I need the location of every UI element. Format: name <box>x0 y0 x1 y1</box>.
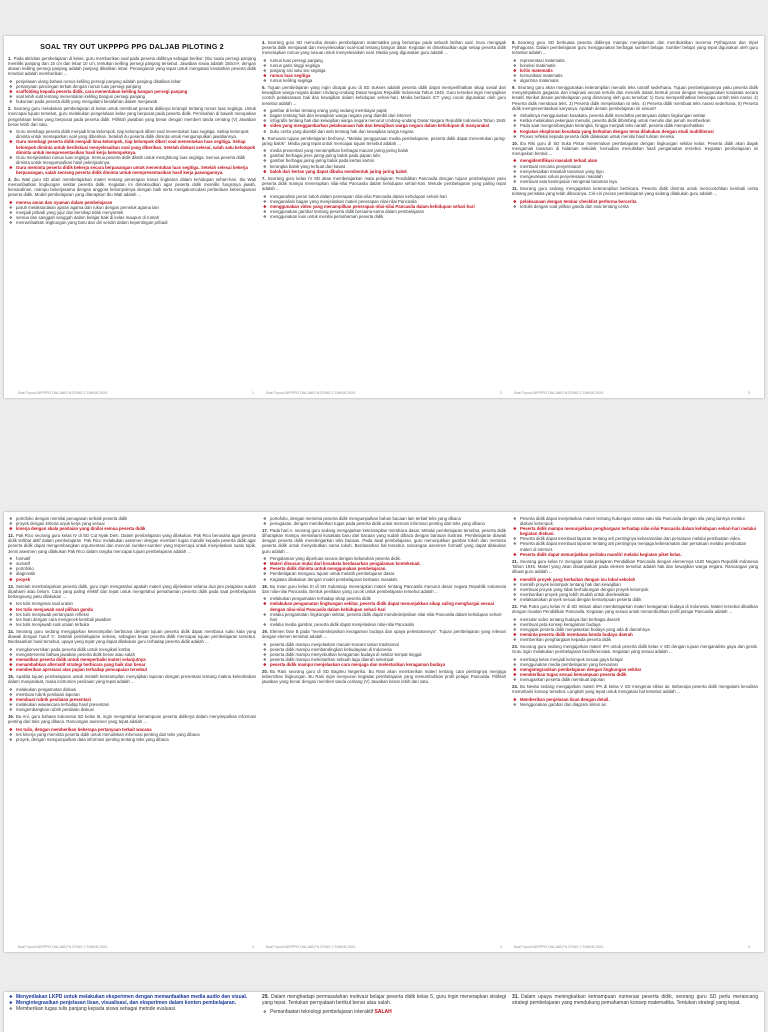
question-text <box>512 85 758 110</box>
page2-column-3 <box>512 516 758 938</box>
answer-option: ❖ tertulis dengan soal pilihan ganda dan esai tentang cerita <box>512 204 758 209</box>
verdict-label: SALAH <box>374 1008 392 1015</box>
answer-option-correct: ❖ Peserta didik dapat menunjukkan perilaku mandiri melalui kegiatan piket kelas. <box>512 552 758 557</box>
question-body: Bu Nevita sedang mengajarkan materi IPA di kelas V SD mengenai siklus air. Beberapa peserta didik mengalami kesulitan memahami konsep tersebut. Langkah yang tepat untuk mengatasi hal tersebut adalah ... <box>512 684 758 695</box>
question-number: 3. <box>8 177 12 183</box>
page-footer <box>12 391 756 395</box>
answer-option-correct: ❖ menggunakan video yang menampilkan penerapan nilai-nilai Pancasila dalam kehidupan sehari-hari <box>262 204 506 209</box>
question-number: 19. <box>262 628 268 634</box>
answer-option: ❖ memutar video tentang budaya dari berbagai daerah <box>512 617 758 622</box>
question-text <box>262 584 506 594</box>
document-page-1 <box>4 36 764 398</box>
answer-option: ❖ Guru menjelaskan rumus luas segitiga. Semua peserta didik dilatih untuk menghitung luas segitiga. Semua peserta didik diminta untuk mengumpulkan hasil pekerjaannya. <box>8 155 256 165</box>
answer-option: ❖ proyek, dengan mengumpulkan data informasi penting tentang teks yang dibaca <box>8 737 256 742</box>
answer-option: ❖ tes tulis menjawab soal uraian terbuka <box>8 622 256 627</box>
page2-column-2 <box>262 516 506 938</box>
page1-column-3 <box>512 40 758 384</box>
page-number: 3 <box>748 391 750 395</box>
answer-option: ❖ Pada saat mengembangkan kerangka, hingga menjadi teks naratif, peserta didik memperhatikan <box>512 123 758 128</box>
answer-option: ❖ representasi matematis <box>512 58 758 63</box>
answer-option-correct: ❖ memilih proyek yang berkaitan dengan isu lokal sekolah <box>512 577 758 582</box>
question-spacer <box>512 209 758 211</box>
answer-option: ❖ tes tulis menjawab pertanyaan refleksi <box>8 612 256 617</box>
answer-option: ❖ menggunakan kuis untuk menilai pemahaman peserta didik <box>262 214 506 219</box>
answer-option: ❖ infografis tentang hak dan kewajiban warga negara menurut Undang-undang Dasar Negara Republik Indonesia Tahun 1945 <box>262 118 506 123</box>
answer-option: ❖ mengkonversikan pada peserta didik untuk mengikuti lomba <box>8 647 256 652</box>
answer-option: ❖ mengembangkan rubrik penilaian diskusi <box>8 707 256 712</box>
question-spacer <box>262 687 506 689</box>
answer-option-correct: ❖ balok dari kertas yang dapat dibuka membentuk jaring-jaring balok <box>262 169 506 174</box>
footer-text: Soal Tryout UKPPPG DALJAB PILOTING 2 TAHUN 2024 <box>266 945 356 949</box>
answer-option: ❖ tes lisan dengan cara mengecek kembali jawaban <box>8 617 256 622</box>
question-number: 16. <box>8 714 14 720</box>
answer-option: ❖ memanfaatkan lingkungan yang baru dari diri sendiri dalam kepentingan pribadi <box>8 220 256 225</box>
answer-option-correct: ❖ Materi disusun mulai dari kosakata berdasarkan pengalaman kontekstual. <box>262 561 506 566</box>
question-body: Ibu Wati guru SD akan membelajarkan materi tentang penerapan kasus lingkaran dalam kehidupan sehari-hari. Ibu Wati memanfaatkan lingkungan sekitar peserta didik. Kegiatan ini dimaksudkan agar peserta didik memiliki fungsinya jawab, kemandirian, mampu bekerjasama dengan anggota kelompoknya dengan baik serta mengakomodasi perbedaan keberagaman peserta didik. Model pembelajaran yang diterapkan Ibu Wati adalah ... <box>8 177 256 198</box>
answer-option: ❖ Pembelajaran mengacu tujuan untuk melatih pembelajaran dasar. <box>262 571 506 576</box>
question-number: 11. <box>512 185 518 191</box>
answer-option: ❖ mengevaluasi solusi penyelesaian masalah <box>512 174 758 179</box>
question-number: 21. <box>512 558 518 564</box>
answer-option-correct: ❖ menambahkan alternatif strategi berbicara yang baik dan benar <box>8 662 256 667</box>
question-spacer <box>262 219 506 221</box>
page-number: 1 <box>252 945 254 949</box>
answer-option: ❖ Pengalaman yang diperluas secara dengan kebutuhan peserta didik. <box>262 556 506 561</box>
answer-option: ❖ melakukan pengamatan diskusi <box>8 687 256 692</box>
question-text <box>262 40 506 55</box>
answer-option: ❖ menganalisis peran tokoh dalam penerapan nilai-nilai Pancasila dalam kehidupan sehari-hari <box>262 194 506 199</box>
answer-option: ❖ media presentasi yang menampilkan berbagai macam jaring-jaring balok <box>262 148 506 153</box>
question-number: 22. <box>512 604 518 609</box>
question-body: Seorang guru kelas IV mengajar mata pelajaran Pendidikan Pancasila dengan elemennya UUD Negara Republik Indonesia Tahun 1945. Materi yang akan disampaikan pada elemen tersebut adalah hak dan kewajiban warga negara. Rancangan yang dibuat guru adalah ... <box>512 558 758 574</box>
answer-option: ❖ Peserta didik dapat membuat laporan tentang arti pentingnya keberamalan dan persatuan melalui pembuatan video. <box>512 536 758 541</box>
answer-option: ❖ memberikan penghargaan kepada peserta didik <box>512 637 758 642</box>
answer-option: ❖ menggunakan media pembelajaran yang bervariasi <box>512 662 758 667</box>
question-number: 5. <box>262 85 266 91</box>
question-number: 20. <box>262 669 268 675</box>
answer-option: ❖ peserta didik mampu menyebutkan keragaman budaya di sekitar tempat tinggal <box>262 652 506 657</box>
question-body: Ibu Riki guru di SD Suka Pintar menemukan pembelajaran dengan lingkungan sekitar kelas. Peserta didik akan diajak mengamati tanaman di halaman sekolah, kemudian menuliskan hasil pengamatan tersebut. Kegiatan pembelajaran ini merupakan bentuk ... <box>512 140 758 156</box>
answer-option: ❖ membuat satu kesimpulan mengenai tanaman layu <box>512 179 758 184</box>
answer-option: ❖ menjadi pribadi yang jujur dan bersikap tidak menyontek <box>8 210 256 215</box>
answer-option: ❖ kerangka balok yang terbuat dari kawat <box>262 164 506 169</box>
question-body: Elemen fase B pada "mendeskripsikan keragaman budaya dan upaya pelestariannya". Tujuan pembelajaran yang relevan dengan elemen tersebut adalah ... <box>262 628 506 639</box>
answer-option-correct: ❖ memberikan apresiasi atas pujian terhadap pencapaian tersebut <box>8 667 256 672</box>
question-body: Seorang guru melakukan pembelajaran di kelas untuk membuat peserta didiknya terampil tentang rumus luas segitiga. Untuk mencapai tujuan tersebut, guru melakukan pengelolaan kelas yang berpusat pada peserta didik. Pemisahan di bawah merupakan pengelolaan kelas yang berpusat pada peserta didik. Pilihlah jawaban yang benar dengan memberi tanda centang (V) Jawaban benar lebih dari satu. <box>8 106 256 127</box>
question-text <box>8 674 256 684</box>
question-text <box>8 629 256 644</box>
answer-option: ❖ mengajak peserta didik menjelaskan budaya yang ada di daerahnya <box>512 627 758 632</box>
question-number: 12. <box>8 533 14 539</box>
answer-option-correct: ❖ meresa aman dan nyaman dalam pembelajaran <box>8 200 256 205</box>
question-text <box>8 533 256 553</box>
question-number: 17. <box>262 528 268 534</box>
page3-column-3 <box>512 994 758 1032</box>
answer-option: ❖ gambar berbagai jaring-jaring balok pada kertas karton <box>262 158 506 163</box>
answer-option: ❖ hukuman pada peserta didik yang mengalami kesalahan dalam menjawab <box>8 99 256 104</box>
question-text <box>262 994 506 1006</box>
question-list <box>262 40 506 221</box>
answer-option: ❖ portofolio, dengan meminta peserta didik mengumpulkan bahan bacaan lain terkait teks yang dibaca <box>262 516 506 521</box>
question-number: 23. <box>512 644 518 650</box>
answer-option: ❖ semua dan sanggah sanggah dalam belajar baik di kelas maupun di rumah <box>8 215 256 220</box>
answer-option-correct: ❖ mematikan peserta didik untuk memperbaiki materi selanjutnya <box>8 657 256 662</box>
page3-column-1 <box>8 994 256 1032</box>
question-body: Apabila tujuan pembelajaran untuk melatih keterampilan menyajikan laporan dengan presentasi tentang makna kelembaban dalam masyarakat, maka instrumen penilaian yang tepat adalah ... <box>8 674 256 685</box>
answer-option: ❖ Kegiatan dilakukan dengan model pembelajaran berbasis masalah. <box>262 577 506 582</box>
page-number: 1 <box>252 391 254 395</box>
question-spacer <box>8 225 256 227</box>
answer-option-correct: ❖ Kegiatan eksplorasi kosakata yang berkaitan dengan tema dilakukan dengan studi multiliterasi <box>512 129 758 134</box>
answer-option: ❖ penugasan, dengan memberikan tugas pada peserta didik untuk mencari informasi penting dari teks yang dibaca <box>262 521 506 526</box>
answer-option: ❖ Sebaiknya menggunakan kosakata, peserta didik mendaftar pertanyaan dalam lingkungan sekitar <box>512 113 758 118</box>
question-text <box>8 106 256 126</box>
question-number: 6. <box>262 135 266 141</box>
footer-text: Soal Tryout UKPPPG DALJAB PILOTING 2 TAHUN 2024 <box>266 391 356 395</box>
answer-option: ❖ gambar berbagai jenis jaring-jaring balok pada papan tulis <box>262 153 506 158</box>
question-body: Rumusan tujuan pembelajaran berbunyi, "Melalui penggunaan media pembelajaran, peserta didik dapat menentukan jaring-jaring balok". Media yang tepat untuk mencapai tujuan tersebut adalah ... <box>262 135 506 146</box>
question-body: Pada aktivitas pembelajaran di kelas, guru memberikan soal pada peserta didiknya sebagai berikut: (Ibu suatu persegi panjang memiliki panjang dan 15 cm dan lebar 10 cm, tentukan keliling persegi panjang tersebut. Jawaban siswa adalah 150cm², dengan alasan keliling persegi panjang adalah panjang dikalikan lebar. Penanganan yang tepat untuk mengatasi kesalahan peserta didik tersebut adalah memberikan ... <box>8 56 256 77</box>
question-number: 10. <box>512 140 518 146</box>
answer-option-correct: ❖ rumus luas segitiga <box>262 73 506 78</box>
answer-option: ❖ diagnostik <box>8 571 256 576</box>
answer-option: ❖ rumus garis tinggi segitiga <box>262 63 506 68</box>
question-text <box>8 177 256 197</box>
answer-option: ❖ membagi kelas menjadi kelompok sesuai gaya belajar <box>512 657 758 662</box>
question-list <box>512 516 758 709</box>
answer-option: ❖ mengintervensi bahwa jawaban peserta didik benar atau salah <box>8 652 256 657</box>
question-body: Setelah membelajarkan peserta didik, guru ingin mengetahui apakah materi yang dijelaskan selama dua jam pelajaran sudah dipahami atau belum. Cara yang paling efektif dan tepat untuk mengetahui pemahaman peserta didik pada saat pembelajaran berlangsung yaitu dilakukan ... <box>8 583 256 599</box>
question-text <box>512 559 758 574</box>
answer-option: ❖ melalui media gambar, peserta didik dapat menjelaskan nilai-nilai Pancasila <box>262 622 506 627</box>
answer-option: ❖ membuat rencana penyelesaian <box>512 164 758 169</box>
answer-option: ❖ memilih proyek kelompok tentang hak dan kewajiban <box>512 582 758 587</box>
question-text <box>262 176 506 191</box>
answer-option: ❖ algoritma matematis <box>512 78 758 83</box>
question-body: Seorang guru akan menggunakan keterampilan menulis teks naratif sederhana. Tujuan pembelajarannya yaitu peserta didik menyampaikan gagasan dan imajinasi secara tertulis dan menarik dalam bentuk prosa dengan menggunakan kosakata secara kreatif. Berikut desain pembelajaran yang dirancang oleh guru tersebut: 1) Guru memperlihatkan beberapa contoh teks narasi. 2) Peserta didik membaca teks. 3) Peserta didik menjelaskan isi teks. 4) Peserta didik membuat teks narasi sederhana. 5) Peserta didik mempresentasikan karyanya. Apakah desain pembelajaran ini sesuai? <box>512 85 758 111</box>
answer-option: ❖ sumatif <box>8 561 256 566</box>
question-body: Seorang guru SD berkuasa peserta didiknya mampu menjelaskan dan membuktikan teorema Pythagoras dan tripel Pythagoras. Dalam pembelajaran guru menggunakan berbagai sumber belajar. Sumber belajar yang tepat digunakan oleh guru tersebut adalah ... <box>512 40 758 56</box>
answer-option: ❖ buku cerita yang diambil dari web tentang hak dan kewajiban warga negara <box>262 129 506 134</box>
question-text <box>512 141 758 156</box>
question-text <box>8 56 256 76</box>
answer-option: ❖ Menggunakan gambar dan diagram siklus air. <box>512 702 758 707</box>
answer-option: ❖ formatif <box>8 556 256 561</box>
question-body: Seorang guru kelas IV SD akan membelajarkan mata pelajaran Pendidikan Pancasila dengan tujuan pembelajaran yaitu peserta didik mampu menerapkan nilai-nilai Pancasila dalam kehidupan sehari-hari. Metode pembelajaran yang paling tepat adalah ... <box>262 175 506 191</box>
question-number: 7. <box>262 175 266 181</box>
question-text <box>512 186 758 196</box>
answer-option: ❖ soal lebih sulit tentang menentukan keliling bangun persegi panjang <box>8 94 256 99</box>
answer-option: ❖ peserta didik mampu menjelaskan macam-macam tarian tradisional <box>262 642 506 647</box>
question-text <box>512 684 758 694</box>
answer-option-correct: ❖ Memberikan penjelasan lisan dengan detail. <box>512 697 758 702</box>
question-text <box>262 85 506 105</box>
answer-option: ❖ Guru membagi peserta didik menjadi lima kelompok, tiap kelompok diberi soal menentukan luas segitiga. Setiap kelompok diminta untuk memaparkan soal yang diberikan. Setelah itu peserta didik diminta untuk mengumpulkan jawabannya. <box>8 129 256 139</box>
answer-option-correct: ❖ Peserta didik diminta untuk menggunakan pembelajaran. <box>262 566 506 571</box>
question-list <box>8 56 256 227</box>
answer-option-correct: ❖ kinerja dengan skala penilaian yang dinilai semua peserta didik <box>8 526 256 531</box>
page1-column-1 <box>8 40 256 384</box>
answer-option: ❖ Menyediakan LKPD untuk melakukan eksperimen dengan memanfaatkan media audio dan visual. <box>8 994 256 1000</box>
question-body: Dalam upaya meningkatkan kemampuan numerasi peserta didik, seorang guru SD perlu merancang strategi pembelajaran yang mendukung pemahaman konsep matematika. Tentukan strategi yang tepat. <box>512 994 758 1006</box>
answer-option: ❖ menyelesaikan masalah tanaman yang layu <box>512 169 758 174</box>
statement-text: Pemanfaatan teknologi pembelajaran interaktif <box>270 1008 374 1015</box>
question-text <box>262 669 506 684</box>
answer-option-correct: ❖ mengidentifikasi masalah terkait alam <box>512 158 758 163</box>
question-text <box>512 604 758 614</box>
answer-option-correct: ❖ Guru meminta peserta didik bekerja secara berpasangan untuk menentukan luas segitiga. Setelah selesai bekerja berpasangan, salah seorang peserta didik diminta untuk mempresentasikan hasil kerja pasangannya. <box>8 165 256 175</box>
answer-option-correct: ❖ scaffolding kepada peserta didik, cara menentukan keliling bangun persegi panjang <box>8 89 256 94</box>
footer-text: Soal Tryout UKPPPG DALJAB PILOTING 2 TAHUN 2024 <box>514 945 604 949</box>
answer-option: ❖ paruh melaksanakan ajaran agama dan rukun dengan pemeluk agama lain <box>8 205 256 210</box>
answer-option: ❖ komunikasi matematis <box>512 73 758 78</box>
question-body: Pak Putra guru kelas IV di SD Intisari akan membelajarkan materi keragaman budaya di Indonesia. Materi tersebut dikaitkan dengan muatan Pendidikan Pancasila. Kegiatan yang sesuai untuk menumbuhkan profil pelajar Pancasila adalah ... <box>512 604 758 615</box>
question-body: Seorang guru sedang mengajarkan keterampilan berbicara. Peserta didik diminta untuk mencontohkan kembali cerita tentang peristiwa yang telah dibacanya. Ciri-ciri proses pembelajaran yang sedang dilakukan guru adalah ... <box>512 185 758 197</box>
answer-option-correct: ❖ proyek <box>8 577 256 582</box>
answer-option: ❖ portofolio <box>8 566 256 571</box>
answer-option: ❖ Peserta didik dapat membuat laporan tentang arti pentingnya menjaga keberamalan dan persatuan melalui pembuatan materi di internet. <box>512 541 758 551</box>
answer-option: ❖ Ketika melakukan pekerjaan menulis, peserta didik dibimbing untuk menulis dan penuh memberikan <box>512 118 758 123</box>
question-number: 8. <box>512 40 516 45</box>
question-number: 18. <box>262 583 268 589</box>
question-number: 31. <box>512 994 519 1000</box>
answer-option: ❖ menganalisis bagan yang menjelaskan materi penerapan nilai-nilai Pancasila <box>262 199 506 204</box>
footer-text: Soal Tryout UKPPPG DALJAB PILOTING 2 TAHUN 2024 <box>514 391 604 395</box>
footer-text: Soal Tryout UKPPPG DALJAB PILOTING 2 TAHUN 2024 <box>18 945 108 949</box>
question-text <box>8 714 256 724</box>
answer-option-correct: ❖ tes tulis menjawab soal pilihan ganda <box>8 607 256 612</box>
answer-option: ❖ melaksanakan proyek sesuai dengan kemampuan peserta didik <box>512 597 758 602</box>
question-body: Seorang guru sedang mengajarkan keterampilan berbicara dengan tujuan peserta didik dapat membaca suku kata yang diawali dengan huruf 's'. Setelah pembelajaran selesai, sebagian besar peserta didik mencapai tujuan pembelajaran tersebut. Berdasarkan hasil tersebut, upaya yang tepat yang dapat dilakukan guru terhadap peserta didik adalah ... <box>8 628 256 645</box>
answer-option: ❖ gambar di kelas tentang orang yang sedang membayar pajak <box>262 108 506 113</box>
answer-option: ❖ tes tulis mengenai soal uraian <box>8 601 256 606</box>
answer-option: ❖ Peserta didik dapat menjelaskan materi tentang hubungan antara satu sila Pancasila dengan sila yang lainnya melalui diskusi kelompok. <box>512 516 758 526</box>
answer-option: ❖ panjang sisi satu sisi segitiga <box>262 68 506 73</box>
question-body: Pak Rico seorang guru kelas IV di SD Cut Nyak Dien. Dalam pembelajaran yang dilakukan, Pak Rico berusaha agar peserta didik terlibat aktif dalam pembelajaran. Pak Rico melakukan asesmen dengan memberi tugas mandiri kepada peserta didik agar peserta didik dapat mengembangkan argumentasi dan mencari sumber-sumber yang terpercaya untuk menjelaskan suatu topik. Jenis asesmen yang dilakukan Pak Rico dalam rangka mencapai tujuan pembelajaran adalah ... <box>8 533 256 554</box>
question-number: 9. <box>512 85 516 91</box>
question-text <box>512 40 758 55</box>
answer-option: ❖ bagan tentang hak dan kewajiban warga negara yang diambil dari internet <box>262 113 506 118</box>
answer-option: ❖ portofolio dengan memilai penugasan terbaik peserta didik <box>8 516 256 521</box>
question-body: Pada hari A, seorang guru sedang mengajarkan keterampilan membaca dasar. Melalui pembelajaran tersebut, peserta didik diharapkan mampu memahami kosakata baru dari bacaan yang sudah dibaca dengan bantuan ilustrasi. Pembelajaran diawali dengan peserta didik mendengarkan teks bacaan. Pada awal pembelajaran, guru menunjukkan gambar tokoh dan meminta peserta didik untuk menyebutkan nama tokoh. Berdasarkan hal tersebut, rancangan asesmen formatif yang dapat dilakukan guru adalah ... <box>262 528 506 554</box>
answer-option: ❖ peserta didik mampu membandingkan kebudayaan di Indonesia <box>262 647 506 652</box>
page-footer <box>12 945 756 949</box>
question-number: 29. <box>262 994 269 1000</box>
answer-option: ❖ memberikan proyek yang lebih mudah untuk diselesaikan <box>512 592 758 597</box>
answer-option: ❖ peserta didik mampu melestarikan sebuah lagu daerah setempat <box>262 657 506 662</box>
answer-option: ❖ rumus luas persegi panjang <box>262 58 506 63</box>
page-number: 2 <box>500 391 502 395</box>
statement-row <box>262 1009 506 1015</box>
document-page-3 <box>4 992 764 1032</box>
answer-option-correct: ❖ membuat rubrik penilaian presentasi <box>8 697 256 702</box>
page-number: 3 <box>748 945 750 949</box>
answer-option-correct: ❖ kritis matematis <box>512 68 758 73</box>
question-body: Bu Ani, guru bahasa Indonesia SD kelas III, ingin mengetahui kemampuan peserta didiknya dalam menyimpulkan informasi penting dari teks yang dibaca. Rancangan asesmen yang tepat adalah ... <box>8 714 256 725</box>
question-number: 4. <box>262 40 266 45</box>
answer-option-correct: ❖ video yang menggambarkan pelaksanaan hak dan kewajiban warga negara dalam kehidupan di masyarakat <box>262 123 506 128</box>
answer-option: ❖ membuat rubrik penilaian laporan <box>8 692 256 697</box>
question-number: 24. <box>512 684 518 690</box>
answer-option: ❖ membuat peta konsep keragaman budaya <box>512 622 758 627</box>
question-text <box>262 136 506 146</box>
question-text <box>512 644 758 654</box>
answer-option-correct: ❖ peserta didik mampu menjelaskan cara menjaga dan melestarikan keragaman budaya <box>262 662 506 667</box>
answer-option-correct: ❖ melakukan pengamatan lingkungan sekitar, peserta didik dapat menunjukkan sikap saling menghargai sesuai dengan nilai-nilai Pancasila dalam kehidupan sehari-hari <box>262 601 506 611</box>
question-number: 14. <box>8 628 14 634</box>
answer-option: ❖ membuat proyek yang tidak berhubungan dengan proyek kelompok <box>512 587 758 592</box>
question-body: Dalam menghadapi permasalahan motivasi belajar peserta didik kelas 5, guru ingin menerapkan strategi yang tepat. Tentukan pernyataan berikut benar atau salah. <box>262 994 506 1006</box>
answer-option: ❖ tes kinerja yang meminta peserta didik untuk menuliskan informasi penting dari teks yang dibaca <box>8 732 256 737</box>
page2-column-1 <box>8 516 256 938</box>
answer-option-correct: ❖ mengintegrasikan pembelajaran dengan lingkungan sekitar <box>512 667 758 672</box>
question-number: 13. <box>8 583 14 589</box>
question-number: 15. <box>8 674 14 680</box>
question-body: Tujuan pembelajaran yang ingin dicapai guru di SD Sukses adalah peserta didik dapat memperlihatkan sikap sosial dan kewajiban warga negara dalam Undang-Undang Dasar Negara Republik Indonesia Tahun 1945. Guru tersebut ingin menyajikan contoh pelaksanaan hak dan kewajiban dalam kehidupan sehari-hari. Media berbasis ICT yang cocok digunakan oleh guru tersebut adalah ... <box>262 85 506 106</box>
answer-option-correct: ❖ Guru membagi peserta didik menjadi lima kelompok, tiap kelompok diberi soal menentukan luas segitiga. Setiap kelompok diminta untuk berdiskusi menyelesaikan soal yang diberikan. Setelah diskusi selesai, salah satu kelompok diminta untuk mempresentasikan hasil kerja kelompoknya. <box>8 139 256 154</box>
answer-option: ❖ Memberikan tugas tulis panjang kepada siswa sebagai metode evaluasi. <box>8 1006 256 1012</box>
question-spacer <box>8 742 256 744</box>
answer-option: ❖ koneksi matematis <box>512 63 758 68</box>
answer-option-correct: ❖ tes tulis, dengan memberikan beberapa pertanyaan terkait wacana <box>8 727 256 732</box>
answer-option: ❖ pertanyaan pancingan terkait dengan rumus luas persegi panjang <box>8 84 256 89</box>
answer-option: ❖ melalui pengamatan lingkungan sekitar, peserta didik dapat mendeskripsikan nilai-nilai Pancasila dalam kehidupan sehari-hari <box>262 612 506 622</box>
answer-option-correct: ❖ pelaksanaan dengan tembar checklist performa bercerita <box>512 199 758 204</box>
question-list <box>8 516 256 744</box>
question-number: 2. <box>8 106 12 112</box>
answer-option-correct: ❖ meminta peserta didik membawa benda budaya daerah <box>512 632 758 637</box>
answer-option: ❖ proyek dengan kriteria unjuk kerja yang sesuai <box>8 521 256 526</box>
question-text <box>512 994 758 1006</box>
answer-option: ❖ penjelasan ulang bahwa rumus keliling persegi panjang adalah panjang dikalikan lebar <box>8 79 256 84</box>
document-title: SOAL TRY OUT UKPPPG PPG DALJAB PILOTING 2 <box>40 42 224 51</box>
question-number: 1. <box>8 56 12 61</box>
page1-column-2 <box>262 40 506 384</box>
answer-option: ❖ menggunakan gambar tentang peserta didik bersama-sama dalam pembelajaran <box>262 209 506 214</box>
answer-option: ❖ menugaskan peserta didik membuat laporan <box>512 677 758 682</box>
answer-option-correct: ❖ memberikan tugas sesuai kemampuan peserta didik <box>512 672 758 677</box>
question-text <box>262 528 506 553</box>
question-text <box>8 584 256 599</box>
answer-option: ❖ Proses refleksi kepada peserta didik dilakukan untuk menilai hasil tulisan mereka <box>512 134 758 139</box>
document-page-2 <box>4 512 764 952</box>
question-text <box>262 629 506 639</box>
page-number: 2 <box>500 945 502 949</box>
page3-column-2 <box>262 994 506 1032</box>
answer-option: ❖ melakukan wawancara terhadap hasil presentasi <box>8 702 256 707</box>
question-spacer <box>512 707 758 709</box>
question-body: Seorang guru SD mencoba desain pembelajaran matematika yang bertumpu pada sebuah latihan soal. Guru mengajak peserta didik menjawab dan menyelesaikan soal-soal tentang bangun datar. Kegiatan ini dimaksudkan agar setiap peserta didik menerapkan rumus yang sesuai untuk menyelesaikan soal. Media yang digunakan guru adalah ... <box>262 40 506 56</box>
question-body: Seorang guru sedang mengajarkan materi IPA untuk peserta didik kelas V SD dengan tujuan menganalisis gaya dan gerak. Guru ingin melakukan pembelajaran berdiferensiasi. Kegiatan yang sesuai adalah ... <box>512 644 758 655</box>
answer-option: ❖ Mengintegrasikan penjelasan lisan, visualisasi, dan eksperimen dalam konten pembelajaran. <box>8 1000 256 1006</box>
question-list <box>262 516 506 689</box>
question-list <box>512 40 758 211</box>
footer-text: Soal Tryout UKPPPG DALJAB PILOTING 2 TAHUN 2024 <box>18 391 108 395</box>
question-body: Bu Intan guru kelas III di SD Sukamaju menerapkan materi tentang Pancasila menurut dasar negara Republik Indonesia dan nilai-nilai Pancasila. Bentuk penilaian yang cocok untuk pembelajaran tersebut adalah ... <box>262 583 506 594</box>
answer-option: ❖ melakukan pengamatan terhadap sikap peserta didik <box>262 596 506 601</box>
answer-option-correct: ❖ Peserta didik mampu menunjukkan penghargaan terhadap nilai-nilai Pancasila dalam kehidupan sehari-hari melalui kegiatan diskusi. <box>512 526 758 536</box>
answer-option: ❖ rumus keliling segitiga <box>262 78 506 83</box>
question-body: Bu Rani seorang guru di SD Bagimu Negeriku. Bu Rani akan memberikan materi tentang cara pentingnya menjaga kebersihan lingkungan. Bu Rani ingin menyusun kegiatan pembelajaran yang menumbuhkan profil pelajar Pancasila. Pilihlah jawaban yang benar dengan memberi tanda centang (V) Jawaban benar lebih dari satu. <box>262 669 506 685</box>
